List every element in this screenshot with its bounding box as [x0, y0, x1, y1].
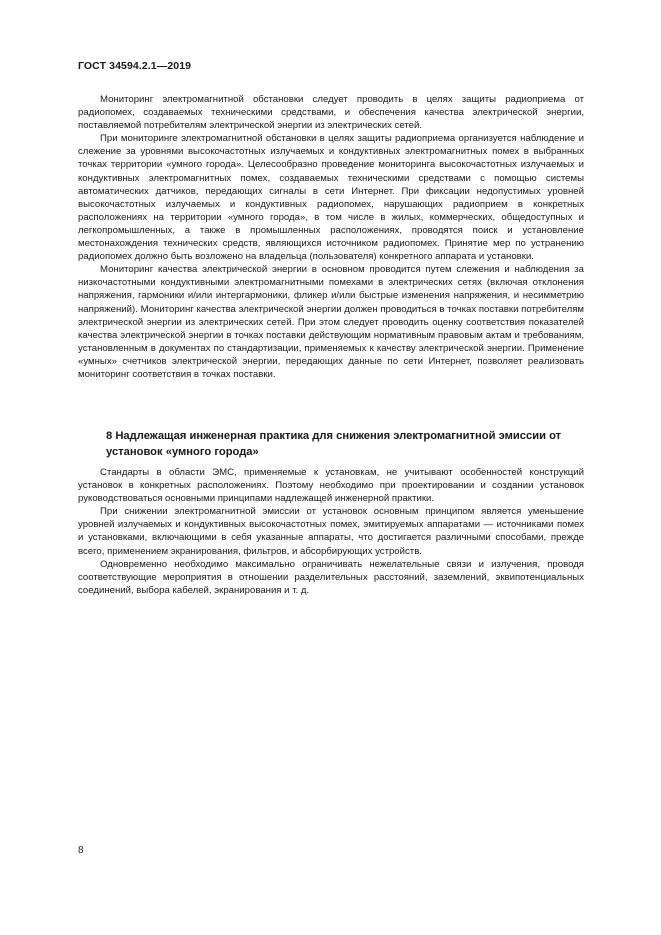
page-number: 8 — [78, 845, 84, 856]
section-heading: 8 Надлежащая инженерная практика для снижения электромагнитной эмиссии от установок «умного города» — [106, 430, 562, 458]
paragraph: При снижении электромагнитной эмиссии от установок основным принципом является уменьшение уровней излучаемых и кондуктивных высокочастотных помех, эмитируемых аппаратами — источниками помех и установками, включающими в себя указанные аппараты, что достигается различными способами, прежде всего, применением экранирования, фильтров, и абсорбирующих устройств. — [78, 506, 584, 557]
intro-paragraphs — [78, 93, 584, 381]
paragraph: Мониторинг электромагнитной обстановки следует проводить в целях защиты радиоприема от радиопомех, создаваемых техническими средствами, и обеспечения качества электрической энергии, поставляемой потребителям электрической энергии из электрических сетей. — [78, 94, 584, 132]
section-paragraphs — [78, 466, 584, 597]
document-header: ГОСТ 34594.2.1—2019 — [78, 60, 192, 72]
paragraph: Одновременно необходимо максимально ограничивать нежелательные связи и излучения, проводя соответствующие мероприятия в отношении разделительных расстояний, заземлений, эквипотенциальных соединений, выбора кабелей, экранирования и т. д. — [78, 558, 584, 596]
paragraph: Стандарты в области ЭМС, применяемые к установкам, не учитывают особенностей конструкций установок в конкретных расположениях. Поэтому необходимо при проектировании и создании установок руководствоваться основными принципами надлежащей инженерной практики. — [78, 467, 584, 505]
paragraph: Мониторинг качества электрической энергии в основном проводится путем слежения и наблюдения за низкочастотными кондуктивными электромагнитными помехами в электрических сетях (включая отклонения напряжения, гармоники и/или интергармоники, фликер и/или быстрые изменения напряжения, и несимметрию напряжений). Мониторинг качества электрической энергии должен проводиться в точках поставки потребителям электрической энергии из электрических сетей. При этом следует проводить оценку соответствия показателей качества электрической энергии в точках поставки действующим нормативным правовым актам и требованиям, установленным в документах по стандартизации, применяемых к качеству электрической энергии. Применение «умных» счетчиков электрической энергии, передающих данные по сети Интернет, позволяет реализовать мониторинг соответствия в точках поставки. — [78, 264, 584, 380]
paragraph: При мониторинге электромагнитной обстановки в целях защиты радиоприема организуется наблюдение и слежение за уровнями высокочастотных излучаемых и кондуктивных электромагнитных помех в выбранных точках территории «умного города». Целесообразно проведение мониторинга высокочастотных излучаемых и кондуктивных электромагнитных помех, создаваемых техническими средствами с помощью системы автоматических датчиков, передающих сигналы в сети Интернет. При фиксации недопустимых уровней высокочастотных излучаемых и кондуктивных радиопомех, нарушающих радиоприем в конкретных расположениях на территории «умного города», в том числе в жилых, коммерческих, общедоступных и легкопромышленных, а также в промышленных расположениях, проводятся поиск и установление местонахождения технических средств, являющихся источником радиопомех. Принятие мер по устранению радиопомех должно быть возложено на владельца (пользователя) конкретного аппарата и установки. — [78, 133, 584, 263]
